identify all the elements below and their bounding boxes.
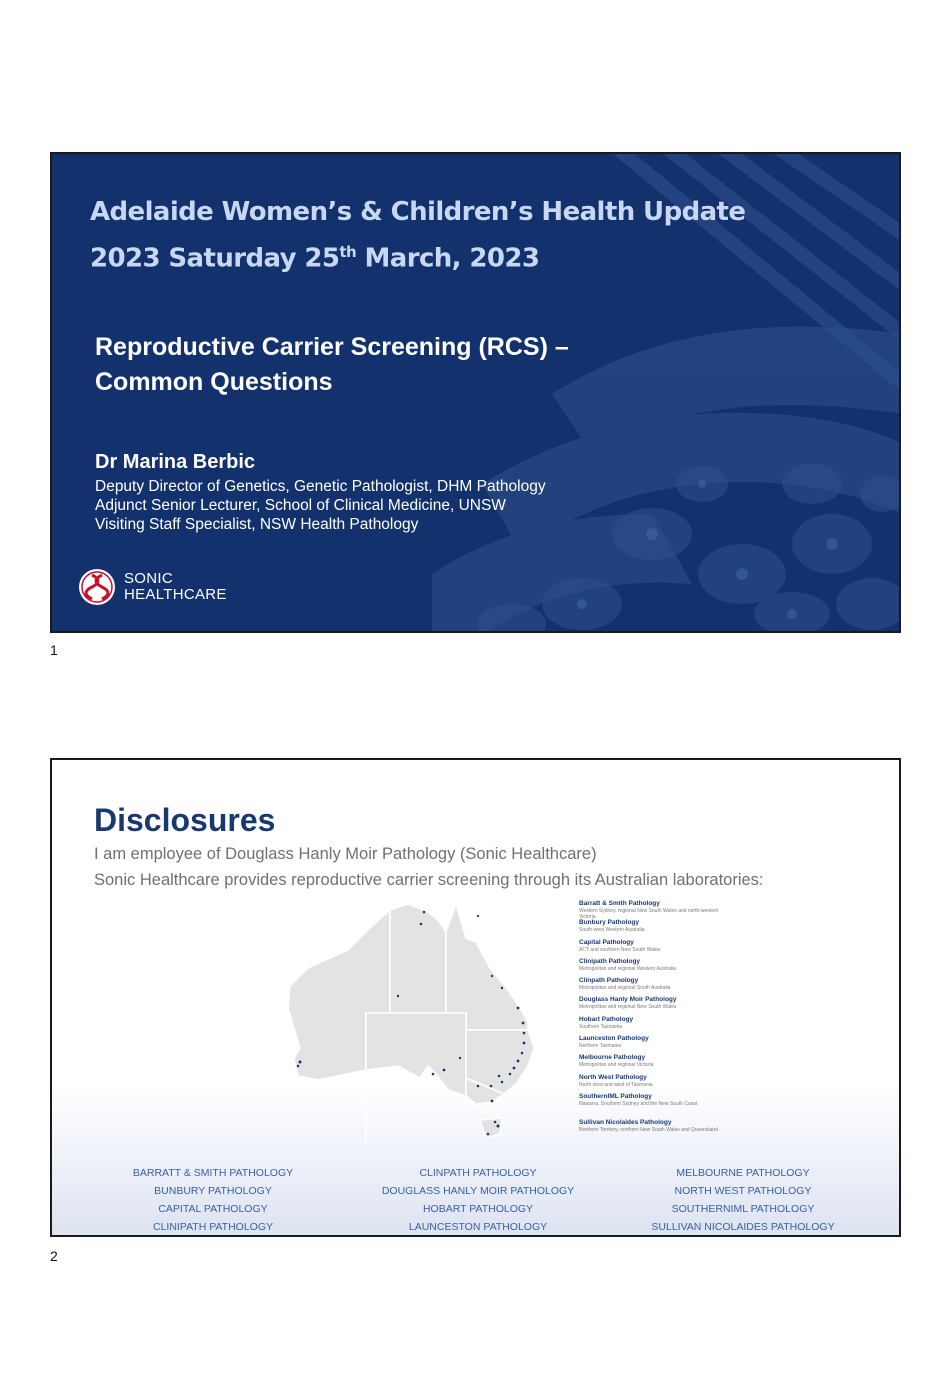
map-region-sa	[366, 1013, 466, 1096]
lab-name: MELBOURNE PATHOLOGY	[676, 1167, 810, 1179]
legend-item	[579, 900, 719, 919]
disclosures-slide	[50, 758, 901, 1237]
legend-item	[579, 996, 719, 1015]
date-ordinal-suffix: th	[339, 243, 357, 261]
lab-legend	[579, 900, 719, 1145]
lab-name: SOUTHERNIML PATHOLOGY	[671, 1203, 815, 1215]
legend-name: Clinipath Pathology	[579, 957, 641, 965]
legend-name: Capital Pathology	[579, 938, 634, 946]
legend-name: Barratt & Smith Pathology	[579, 900, 660, 907]
title-slide	[50, 152, 901, 633]
legend-desc: Metropolitan and regional Western Australia	[579, 965, 676, 972]
legend-desc: North west and west of Tasmania	[579, 1081, 653, 1088]
legend-item	[579, 958, 719, 977]
map-region-qld	[446, 904, 528, 1030]
legend-item	[579, 1016, 719, 1035]
legend-desc: Illawarra, Southern Sydney and the New South Coast	[579, 1100, 698, 1107]
page-number: 1	[50, 642, 58, 658]
event-date-prefix: 2023 Saturday 25	[90, 243, 340, 274]
logo-text-line1: SONIC	[124, 570, 174, 587]
lab-name: CLINIPATH PATHOLOGY	[153, 1221, 273, 1233]
legend-name: Hobart Pathology	[579, 1015, 634, 1023]
subtitle-line1: Reproductive Carrier Screening (RCS) –	[95, 333, 569, 361]
legend-item	[579, 1119, 719, 1145]
lab-footer-column	[603, 1164, 883, 1236]
legend-desc: South-west Western Australia	[579, 927, 645, 934]
disclosure-line: I am employee of Douglass Hanly Moir Pathology (Sonic Healthcare)	[94, 845, 597, 863]
legend-desc: Metropolitan and regional South Australia	[579, 985, 671, 992]
legend-desc: Metropolitan and regional New South Wales	[579, 1004, 677, 1011]
legend-desc: Northern Territory, northern New South Wales and Queensland	[579, 1126, 718, 1133]
lab-name: LAUNCESTON PATHOLOGY	[408, 1221, 548, 1233]
logo-text-line2: HEALTHCARE	[124, 586, 227, 603]
legend-desc: Metropolitan and regional Victoria	[579, 1062, 654, 1069]
legend-name: Sullivan Nicolaides Pathology	[579, 1118, 672, 1126]
lab-name: CAPITAL PATHOLOGY	[158, 1203, 268, 1215]
event-title	[90, 192, 745, 279]
legend-name: Clinpath Pathology	[579, 977, 639, 985]
lab-footer-column	[73, 1164, 353, 1236]
legend-name: SouthernIML Pathology	[579, 1092, 652, 1100]
legend-desc: Southern Tasmania	[579, 1023, 622, 1030]
legend-item	[579, 1035, 719, 1054]
legend-item	[579, 939, 719, 958]
legend-item	[579, 1054, 719, 1073]
legend-desc: Western Sydney, regional New South Wales and north-western Victoria	[579, 908, 719, 920]
lab-name: DOUGLASS HANLY MOIR PATHOLOGY	[381, 1185, 575, 1197]
event-date-suffix: March, 2023	[356, 243, 540, 274]
event-title-line2	[90, 232, 745, 279]
slide-title: Disclosures	[94, 802, 276, 838]
lab-name: BUNBURY PATHOLOGY	[154, 1185, 272, 1197]
author-role: Adjunct Senior Lecturer, School of Clinical Medicine, UNSW	[95, 497, 506, 514]
map-region-tas	[480, 1118, 502, 1138]
lab-footer-column	[338, 1164, 618, 1236]
lab-name: HOBART PATHOLOGY	[422, 1203, 534, 1215]
legend-name: Bunbury Pathology	[579, 919, 639, 927]
author-name: Dr Marina Berbic	[95, 451, 256, 473]
author-role: Deputy Director of Genetics, Genetic Pathologist, DHM Pathology	[95, 478, 546, 495]
legend-desc: Northern Tasmania	[579, 1043, 622, 1050]
legend-name: North West Pathology	[579, 1073, 647, 1081]
australia-lab-map	[278, 898, 578, 1143]
subtitle-line2: Common Questions	[95, 368, 333, 396]
disclosure-line: Sonic Healthcare provides reproductive carrier screening through its Australian laboratories:	[94, 871, 764, 889]
event-title-line1: Adelaide Women’s & Children’s Health Update	[90, 197, 746, 227]
lab-name: NORTH WEST PATHOLOGY	[674, 1185, 812, 1197]
legend-item	[579, 977, 719, 996]
author-role: Visiting Staff Specialist, NSW Health Pathology	[95, 516, 419, 533]
legend-name: Launceston Pathology	[579, 1035, 649, 1043]
sonic-healthcare-logo	[78, 568, 227, 606]
lab-name: SULLIVAN NICOLAIDES PATHOLOGY	[651, 1221, 835, 1233]
legend-item	[579, 1093, 719, 1119]
lab-name: BARRATT & SMITH PATHOLOGY	[132, 1167, 294, 1179]
legend-name: Douglass Hanly Moir Pathology	[579, 996, 677, 1004]
legend-name: Melbourne Pathology	[579, 1054, 646, 1062]
page-number: 2	[50, 1248, 58, 1264]
legend-item	[579, 1074, 719, 1093]
presentation-subtitle	[95, 330, 569, 400]
legend-desc: ACT and southern New South Wales	[579, 946, 661, 953]
legend-item	[579, 919, 719, 938]
sonic-healthcare-logo-icon	[78, 568, 116, 606]
lab-name: CLINPATH PATHOLOGY	[419, 1167, 537, 1179]
